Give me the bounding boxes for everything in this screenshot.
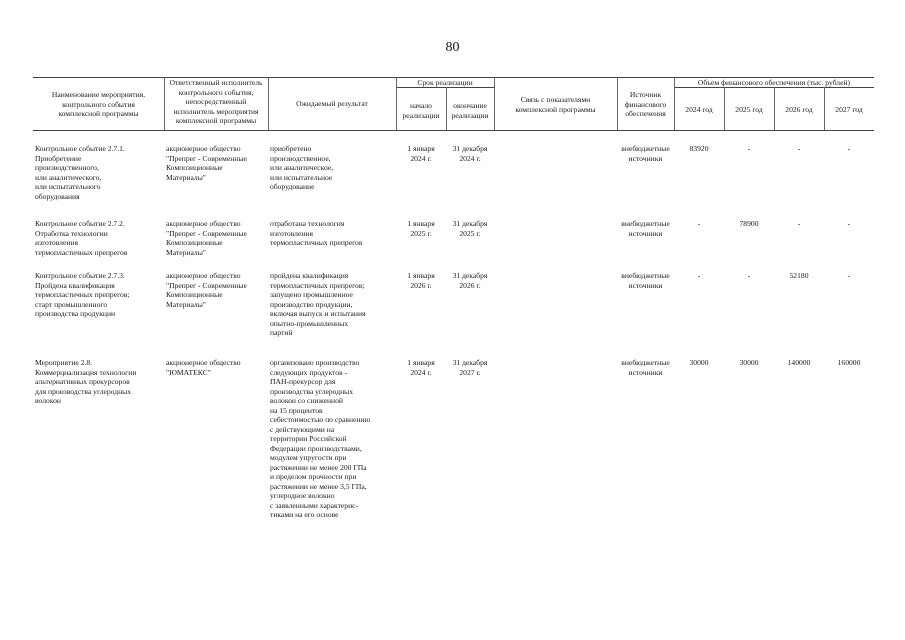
row-value: - xyxy=(747,271,751,280)
header-link: Связь с показателями комплексной программы xyxy=(515,95,596,114)
row-value: 83920 xyxy=(689,144,709,153)
row-responsible: акционерное общество "ЮМАТЕКС" xyxy=(166,358,241,377)
row-source: внебюджетные источники xyxy=(621,358,670,377)
row-responsible: акционерное общество "Препрег - Современные Композиционные Материалы" xyxy=(166,219,247,257)
row-value: 140000 xyxy=(787,358,811,367)
row-responsible: акционерное общество "Препрег - Современные Композиционные Материалы" xyxy=(166,144,247,182)
row-name: Контрольное событие 2.7.1. Приобретение производственного, или аналитического, или испытательного оборудования xyxy=(35,144,125,201)
row-value: - xyxy=(697,219,701,228)
row-result: отработана технология изготовления термопластичных препрегов xyxy=(270,219,363,247)
header-end: окончание реализации xyxy=(451,101,489,120)
row-value: - xyxy=(847,271,851,280)
row-value: 160000 xyxy=(837,358,861,367)
row-value: 52180 xyxy=(789,271,809,280)
row-value: 30000 xyxy=(739,358,759,367)
header-result: Ожидаемый результат xyxy=(296,99,368,108)
row-value: - xyxy=(797,144,801,153)
row-value: 30000 xyxy=(689,358,709,367)
row-result: пройдена квалификация термопластичных препрегов; запущено промышленное производство продукции, включая выпуск и испытания опытно-промышленных партий xyxy=(270,271,366,337)
row-start: 1 января 2026 г. xyxy=(407,271,435,290)
row-end: 31 декабря 2027 г. xyxy=(452,358,488,377)
row-result: приобретено производственное, или аналитическое, или испытательное оборудование xyxy=(270,144,334,191)
row-name: Мероприятие 2.8. Коммерциализация технологии альтернативных прекурсоров для производства углеродных волокон xyxy=(35,358,137,405)
row-start: 1 января 2024 г. xyxy=(407,358,435,377)
row-value: - xyxy=(697,271,701,280)
header-bottom-border xyxy=(33,130,874,131)
row-responsible: акционерное общество "Препрег - Современные Композиционные Материалы" xyxy=(166,271,247,309)
row-end: 31 декабря 2026 г. xyxy=(452,271,488,290)
row-end: 31 декабря 2024 г. xyxy=(452,144,488,163)
header-year: 2027 год xyxy=(835,105,863,114)
row-source: внебюджетные источники xyxy=(621,144,670,163)
header-year: 2024 год xyxy=(685,105,713,114)
row-value: - xyxy=(797,219,801,228)
row-value: 78900 xyxy=(739,219,759,228)
row-value: - xyxy=(747,144,751,153)
row-start: 1 января 2025 г. xyxy=(407,219,435,238)
row-end: 31 декабря 2025 г. xyxy=(452,219,488,238)
header-name: Наименование мероприятия, контрольного события комплексной программы xyxy=(51,90,146,118)
header-start: начало реализации xyxy=(402,101,440,120)
page-number: 80 xyxy=(445,40,460,55)
header-volume: Объем финансового обеспечения (тыс. рублей) xyxy=(697,78,851,87)
row-value: - xyxy=(847,144,851,153)
header-year: 2026 год xyxy=(785,105,813,114)
header-year: 2025 год xyxy=(735,105,763,114)
header-term: Срок реализации xyxy=(417,78,473,87)
row-value: - xyxy=(847,219,851,228)
header-responsible: Ответственный исполнитель контрольного события, непосредственный исполнитель мероприятия комплексной программы xyxy=(169,78,263,125)
row-result: организовано производство следующих продуктов - ПАН-прекурсор для производства углеродных волокон со сниженной на 15 процентов себестоимостью по сравнению с действующими на территории Российской Федерации производствами, модулем упругости при растяжении не менее 200 ГПа и пределом прочности при растяжении не менее 3,5 ГПа, углеродное волокно с заявленными характерис- тиками на его основе xyxy=(270,358,371,519)
header-source: Источник финансового обеспечения xyxy=(624,90,667,118)
row-name: Контрольное событие 2.7.2. Отработка технологии изготовления термопластичных препрегов xyxy=(35,219,128,257)
row-start: 1 января 2024 г. xyxy=(407,144,435,163)
row-source: внебюджетные источники xyxy=(621,219,670,238)
row-source: внебюджетные источники xyxy=(621,271,670,290)
row-name: Контрольное событие 2.7.3. Пройдена квалификация термопластичных препрегов; старт промышленного производства продукции xyxy=(35,271,130,318)
